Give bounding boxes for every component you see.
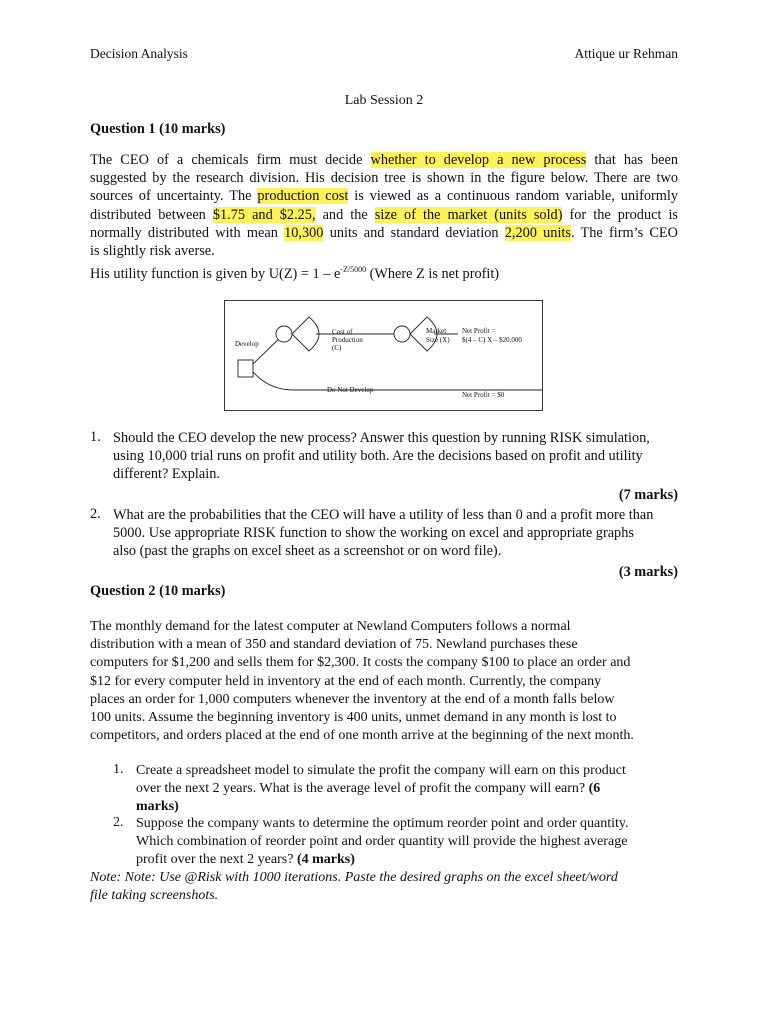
net-profit-label-1: Net Profit = — [462, 327, 496, 335]
not-develop-label: Do Not Develop — [327, 386, 374, 394]
q1-paragraph-line — [90, 224, 678, 242]
cost-label-3: (C) — [332, 344, 342, 352]
net-profit-label-2: $(4 – C) X – $20,000 — [462, 336, 522, 344]
utility-function: His utility function is given by $U(Z) = 1 - e^{-Z/5000}$ (Where Z is net profit) — [90, 265, 500, 282]
q2-heading: Question 2 (10 marks) — [90, 583, 226, 599]
market-label-2: Size (X) — [426, 336, 450, 344]
header-left: Decision Analysis — [90, 46, 188, 61]
q1-paragraph-line — [90, 151, 678, 169]
decision-tree-figure — [224, 300, 544, 412]
q2-item-2-number: 2. — [113, 815, 124, 830]
cost-chance-node — [276, 326, 292, 342]
highlighted-text: 2,200 units — [504, 224, 571, 241]
q1-paragraph — [90, 151, 678, 260]
cost-label-1: Cost of — [332, 328, 353, 336]
header-right: Attique ur Rehman — [574, 46, 678, 61]
highlighted-text: production cost — [257, 188, 349, 205]
paragraph-text: distributed between — [90, 206, 213, 223]
highlighted-text: size of the market (units sold) — [374, 206, 563, 223]
note: Note: Note: Use @Risk with 1000 iterations. Paste the desired graphs on the excel sheet/word file taking screenshots. — [90, 870, 618, 904]
q1-item-2: What are the probabilities that the CEO will have a utility of less than 0 and a profit more than 5000. Use appropriate RISK function to show the working on excel and appropriate graphs also (past the graphs on excel sheet as a screenshot or on word file). — [113, 507, 654, 560]
highlighted-text: $1.75 and $2.25, — [212, 206, 316, 223]
q1-item-1-number: 1. — [90, 429, 101, 445]
paragraph-text: and the — [315, 206, 375, 223]
q2-paragraph: The monthly demand for the latest computer at Newland Computers follows a normal distribution with a mean of 350 and standard deviation of 75. Newland purchases these computers for $1,200 and sells them for $2,300. It costs the company $100 to place an order and $12 for every computer held in inventory at the end of each month. Currently, the company places an order for 1,000 computers whenever the inventory at the end of a month falls below 100 units. Assume the beginning inventory is 400 units, unmet demand in any month is lost to competitors, and orders placed at the end of one month arrive at the beginning of the next month. — [90, 619, 634, 744]
paragraph-text: The CEO of a chemicals firm must decide — [90, 152, 371, 168]
develop-label: Develop — [235, 340, 259, 348]
paragraph-text: suggested by the research division. His decision tree is shown in the figure below. There are two — [90, 170, 678, 187]
q1-item-1-marks: (7 marks) — [618, 487, 678, 503]
q1-item-2-number: 2. — [90, 506, 101, 522]
q1-paragraph-line — [90, 206, 678, 224]
q2-item-1-number: 1. — [113, 762, 124, 777]
q2-item-2: Suppose the company wants to determine the optimum reorder point and order quantity. Which combination of reorder point and order quantity will provide the highest average profit over the next 2 years? (4 marks) — [136, 816, 629, 868]
cost-label-2: Production — [332, 336, 363, 344]
paragraph-text: is slightly risk averse. — [90, 243, 215, 260]
highlighted-text: whether to develop a new process — [370, 152, 587, 168]
q1-paragraph-line — [90, 187, 678, 205]
session-title: Lab Session 2 — [344, 93, 424, 108]
decision-node — [238, 360, 253, 377]
q1-item-1: Should the CEO develop the new process? Answer this question by running RISK simulation, using 10,000 trial runs on profit and utility both. Are the decisions based on profit and utility different? Explain. — [113, 430, 650, 483]
highlighted-text: 10,300 — [284, 224, 324, 241]
net-profit-zero-label: Net Profit = $0 — [462, 391, 505, 399]
market-chance-node — [394, 326, 410, 342]
q1-paragraph-line — [90, 242, 678, 260]
paragraph-text: that has been — [586, 152, 678, 168]
paragraph-text: for the product is — [562, 206, 678, 223]
paragraph-text: normally distributed with mean — [90, 224, 285, 241]
paragraph-text: sources of uncertainty. The — [90, 188, 258, 205]
market-label-1: Market — [426, 327, 447, 335]
paragraph-text: units and standard deviation — [323, 224, 505, 241]
paragraph-text: is viewed as a continuous random variable, uniformly — [348, 188, 678, 205]
q1-paragraph-line — [90, 169, 678, 187]
q2-item-1: Create a spreadsheet model to simulate the profit the company will earn on this product over the next 2 years. What is the average level of profit the company will earn? (6 marks) — [136, 763, 626, 815]
paragraph-text: . The firm’s CEO — [570, 224, 678, 241]
q1-item-2-marks: (3 marks) — [618, 564, 678, 580]
q1-heading: Question 1 (10 marks) — [90, 121, 226, 137]
